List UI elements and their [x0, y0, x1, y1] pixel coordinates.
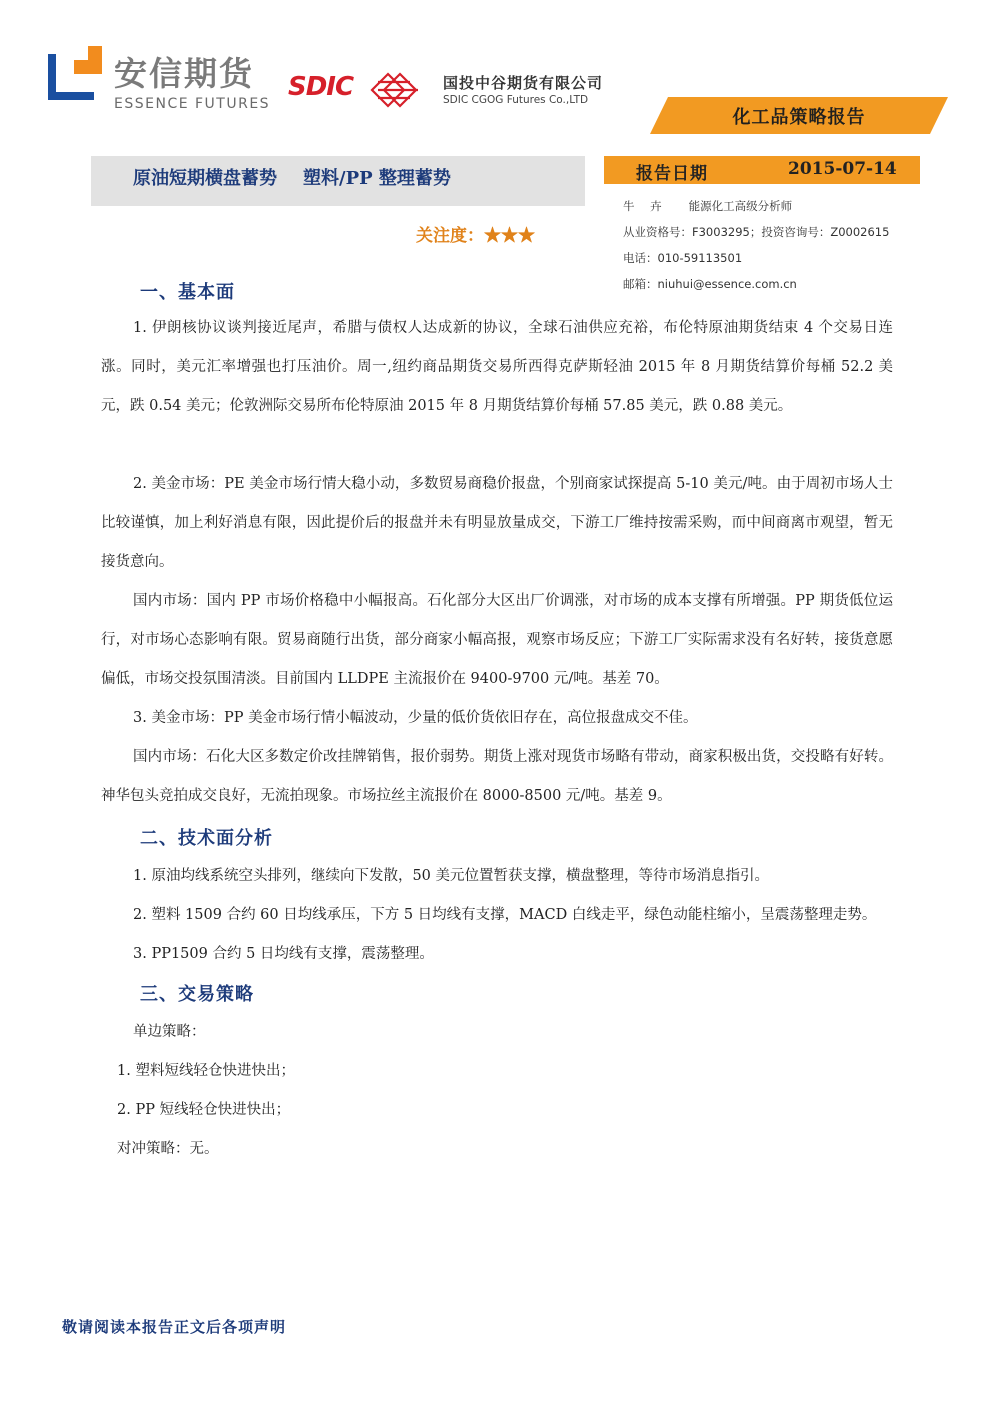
technical-point-1: 1. 原油均线系统空头排列，继续向下发散，50 美元位置暂获支撑，横盘整理，等待市场消息指引。: [133, 868, 769, 884]
sdic-logo: [288, 68, 428, 112]
report-date-label: 报告日期: [636, 164, 708, 184]
analyst-name: 牛 卉: [623, 199, 668, 213]
technical-point-2: 2. 塑料 1509 合约 60 日均线承压，下方 5 日均线有支撑，MACD 白线走平，绿色动能柱缩小，呈震荡整理走势。: [133, 907, 877, 923]
attention-label: 关注度：: [416, 226, 484, 246]
analyst-title: 能源化工高级分析师: [688, 199, 793, 213]
sdic-company-name-cn: 国投中谷期货有限公司: [443, 74, 604, 92]
report-type-banner: [650, 97, 948, 134]
analyst-info: [623, 196, 889, 300]
essence-logo-en: ESSENCE FUTURES: [114, 96, 271, 112]
report-title-box: [91, 156, 585, 206]
section-heading-fundamentals: 一、基本面: [140, 282, 235, 303]
report-title-part2: 塑料/PP 整理蓄势: [303, 168, 451, 189]
essence-logo-mark-icon: [48, 46, 102, 100]
paragraph-pp-domestic-market: 国内市场：石化大区多数定价改挂牌销售，报价弱势。期货上涨对现货市场略有带动，商家积极出货，交投略有好转。神华包头竞拍成交良好，无流拍现象。市场拉丝主流报价在 8000-8500 元/吨。基差 9。: [101, 749, 893, 804]
section-heading-technical: 二、技术面分析: [140, 828, 273, 849]
disclaimer-footer: 敬请阅读本报告正文后各项声明: [62, 1318, 287, 1336]
strategy-point-2: 2. PP 短线轻仓快进快出；: [117, 1102, 291, 1118]
report-date-value: 2015-07-14: [788, 159, 897, 179]
paragraph-pe-usd-market: 2. 美金市场：PE 美金市场行情大稳小动，多数贸易商稳价报盘，个别商家试探提高 5-10 美元/吨。由于周初市场人士比较谨慎，加上利好消息有限，因此提价后的报盘并未有明显放量成交，下游工厂维持按需采购，而中间商离市观望，暂无接货意向。: [101, 476, 893, 570]
analyst-phone: 电话：010-59113501: [623, 251, 743, 265]
essence-futures-logo: [48, 46, 278, 126]
analyst-email: 邮箱：niuhui@essence.com.cn: [623, 277, 797, 291]
section-heading-strategy: 三、交易策略: [140, 984, 254, 1005]
strategy-point-1: 1. 塑料短线轻仓快进快出；: [117, 1063, 295, 1079]
sdic-logo-text: SDIC: [288, 72, 354, 102]
paragraph-pe-domestic-market: 国内市场：国内 PP 市场价格稳中小幅报高。石化部分大区出厂价调涨，对市场的成本支撑有所增强。PP 期货低位运行，对市场心态影响有限。贸易商随行出货，部分商家小幅高报，观察市场反应；下游工厂实际需求没有名好转，接货意愿偏低，市场交投氛围清淡。目前国内 LLDPE 主流报价在 9400-9700 元/吨。基差 70。: [101, 593, 893, 687]
paragraph-crude-oil: 1. 伊朗核协议谈判接近尾声，希腊与债权人达成新的协议，全球石油供应充裕，布伦特原油期货结束 4 个交易日连涨。同时，美元汇率增强也打压油价。周一,纽约商品期货交易所西得克萨斯轻油 2015 年 8 月期货结算价每桶 52.2 美元，跌 0.54 美元；伦敦洲际交易所布伦特原油 2015 年 8 月期货结算价每桶 57.85 美元，跌 0.88 美元。: [101, 320, 893, 414]
technical-point-3: 3. PP1509 合约 5 日均线有支撑，震荡整理。: [133, 946, 434, 962]
report-date-bar: [604, 156, 920, 184]
sdic-diamond-mark-icon: [368, 70, 428, 110]
report-type-label: 化工品策略报告: [732, 107, 866, 128]
analyst-name-row: [623, 196, 889, 222]
analyst-license: 从业资格号：F3003295；投资咨询号：Z0002615: [623, 225, 890, 239]
paragraph-pp-usd-market: 3. 美金市场：PP 美金市场行情小幅波动，少量的低价货依旧存在，高位报盘成交不佳。: [133, 710, 698, 726]
sdic-company-name-en: SDIC CGOG Futures Co.,LTD: [443, 94, 589, 106]
report-title: [133, 164, 477, 190]
strategy-single-side-label: 单边策略：: [133, 1024, 206, 1040]
essence-logo-cn: 安信期货: [114, 54, 254, 93]
attention-stars: ★★★: [484, 226, 535, 246]
attention-rating: [416, 221, 535, 246]
strategy-hedge: 对冲策略：无。: [117, 1141, 219, 1157]
report-title-part1: 原油短期横盘蓄势: [133, 168, 277, 189]
